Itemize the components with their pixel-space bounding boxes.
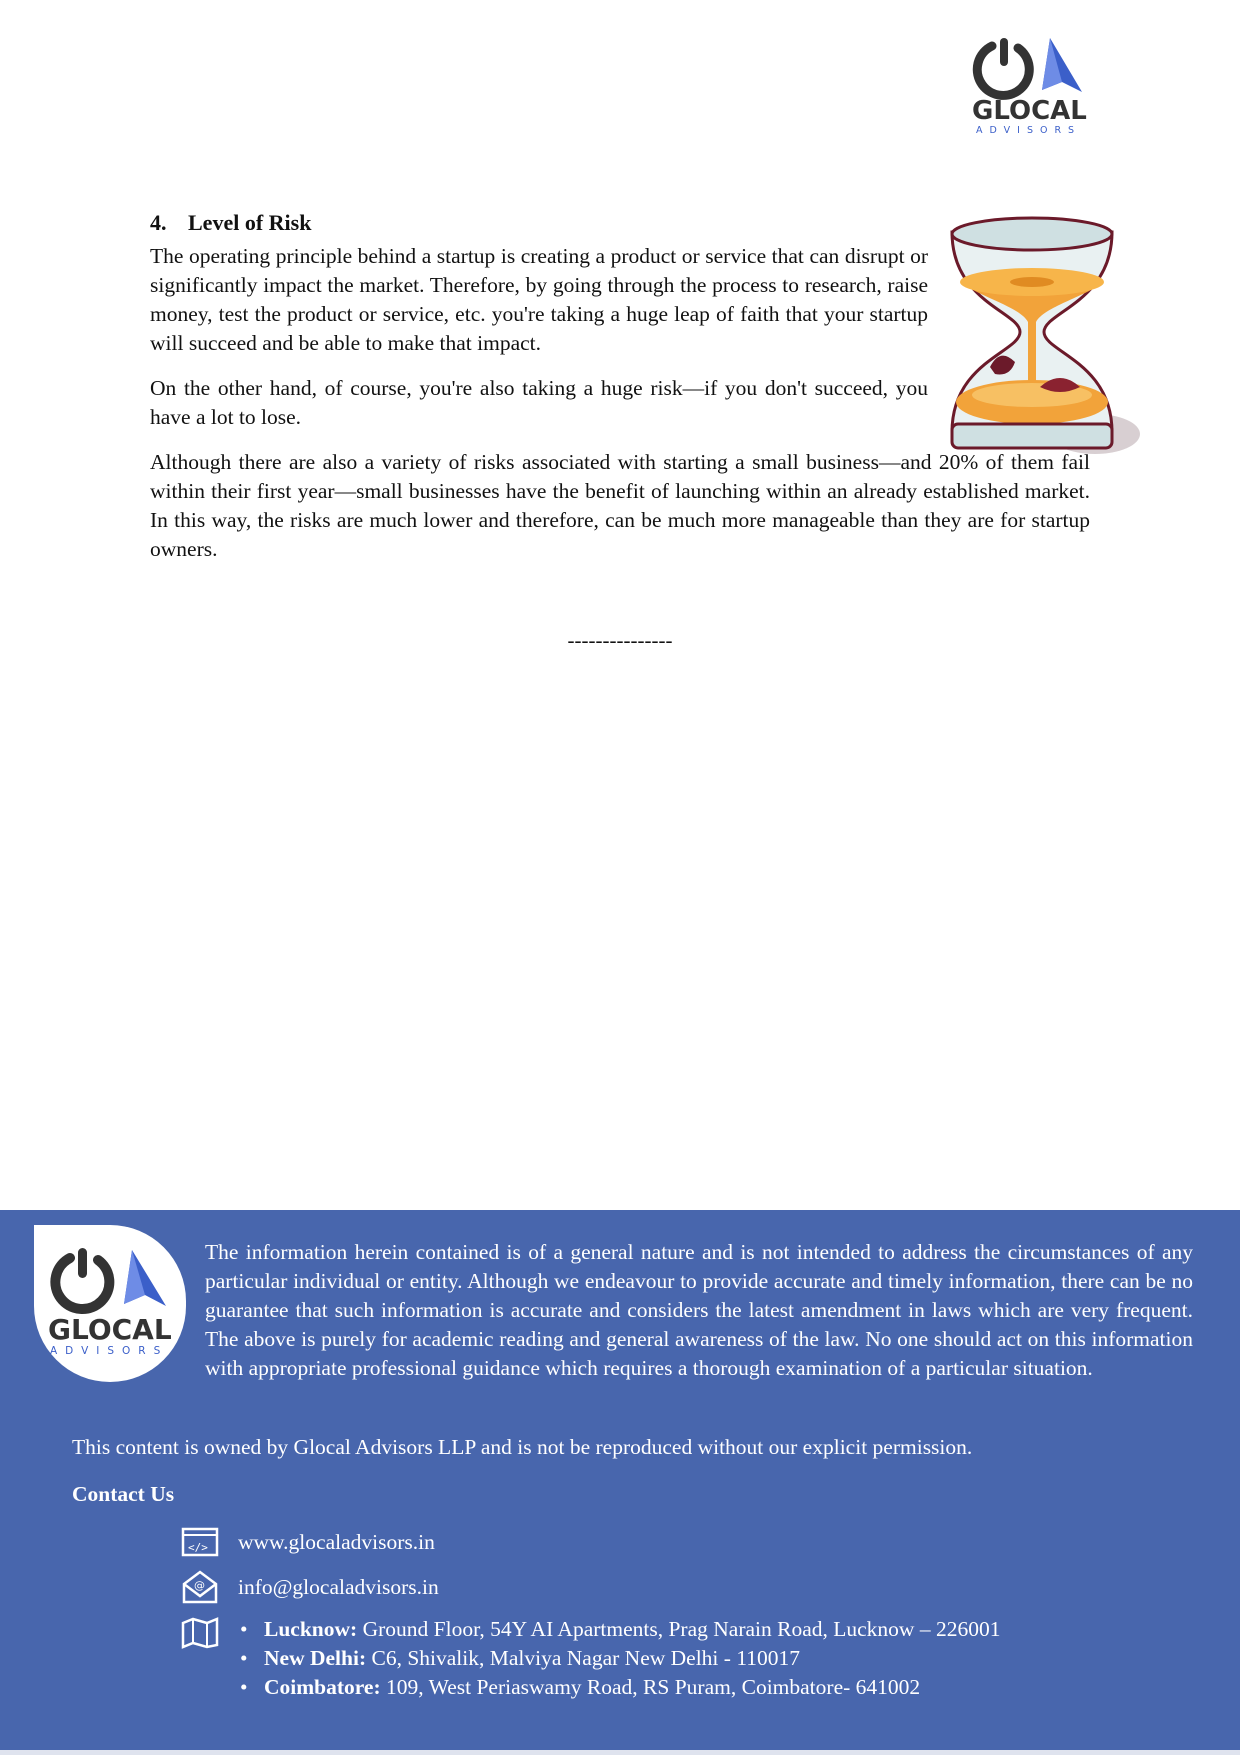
email-row bbox=[180, 1570, 439, 1604]
section-divider: --------------- bbox=[567, 628, 673, 652]
disclaimer-text: The information herein contained is of a general nature and is not intended to address the circumstances of any particular individual or entity. Although we endeavour to provide accurate and timely information, there can be no guarantee that such information is accurate and considers the latest amendment in laws which are very frequent. The above is purely for academic reading and general awareness of the law. No one should act on this information with appropriate professional guidance which requires a thorough examination of a particular situation. bbox=[205, 1240, 1193, 1380]
mail-icon bbox=[180, 1570, 220, 1604]
paragraph-2: On the other hand, of course, you're also taking a huge risk—if you don't succeed, you have a lot to lose. bbox=[150, 376, 928, 429]
svg-text:ADVISORS: ADVISORS bbox=[976, 125, 1082, 136]
arrow-icon bbox=[124, 1250, 166, 1306]
svg-text:GLOCAL: GLOCAL bbox=[972, 96, 1087, 126]
paragraph-1: The operating principle behind a startup is creating a product or service that can disrupt or significantly impact the market. Therefore, by going through the process to research, raise money, test the product or service, etc. you're taking a huge leap of faith that your startup will succeed and be able to make that impact. bbox=[150, 244, 928, 355]
svg-text:ADVISORS: ADVISORS bbox=[50, 1345, 169, 1357]
contact-title: Contact Us bbox=[72, 1482, 175, 1506]
address-list bbox=[240, 1615, 1000, 1702]
hourglass-illustration bbox=[940, 212, 1140, 472]
paragraph-3-text: Although there are also a variety of risks associated with starting a small business—and 20% of them fail within their first year—small businesses have the benefit of launching within an already established market. In this way, the risks are much lower and therefore, can be much more manageable than they are for startup owners. bbox=[150, 450, 1090, 561]
svg-text:GLOCAL: GLOCAL bbox=[48, 1313, 172, 1346]
code-window-icon bbox=[180, 1525, 220, 1559]
svg-text:@: @ bbox=[194, 1579, 205, 1592]
svg-text:</>: </> bbox=[188, 1541, 208, 1554]
address-item: • New Delhi: C6, Shivalik, Malviya Nagar New Delhi - 110017 bbox=[240, 1644, 1000, 1673]
footer-logo bbox=[40, 1236, 180, 1366]
glocal-advisors-logo bbox=[970, 36, 1090, 136]
website-link[interactable]: www.glocaladvisors.in bbox=[238, 1529, 435, 1554]
website-row bbox=[180, 1525, 435, 1559]
footer-bottom-line bbox=[0, 1750, 1240, 1755]
section-number: 4. bbox=[150, 210, 167, 235]
map-icon bbox=[180, 1615, 220, 1649]
address-item: • Coimbatore: 109, West Periaswamy Road, RS Puram, Coimbatore- 641002 bbox=[240, 1673, 1000, 1702]
power-icon bbox=[55, 1248, 109, 1309]
email-link[interactable]: info@glocaladvisors.in bbox=[238, 1574, 439, 1599]
section-title: Level of Risk bbox=[188, 210, 312, 235]
address-item: • Lucknow: Ground Floor, 54Y AI Apartments, Prag Narain Road, Lucknow – 226001 bbox=[240, 1615, 1000, 1644]
footer bbox=[0, 1210, 1240, 1750]
ownership-text: This content is owned by Glocal Advisors LLP and is not be reproduced without our explicit permission. bbox=[72, 1435, 973, 1459]
power-icon bbox=[977, 38, 1029, 95]
arrow-icon bbox=[1042, 38, 1082, 92]
